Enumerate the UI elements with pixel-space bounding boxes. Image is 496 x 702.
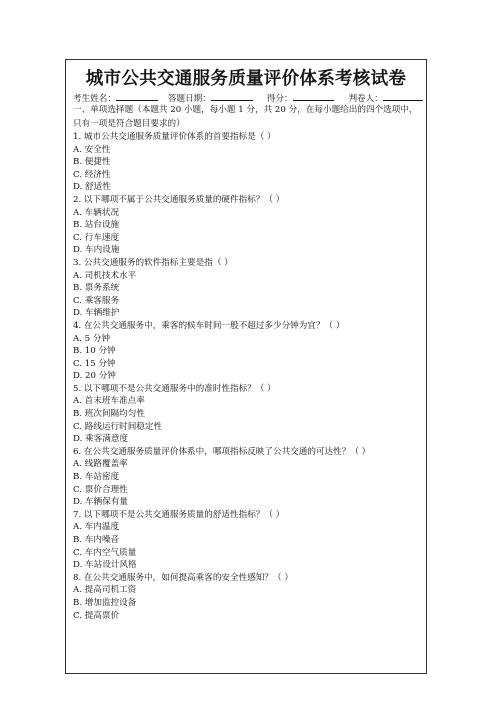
answer-option[interactable]: A. 车内温度 xyxy=(73,522,120,533)
name-blank[interactable] xyxy=(116,91,158,101)
answer-option[interactable]: D. 车辆保有量 xyxy=(73,497,129,508)
answer-option[interactable]: C. 乘客服务 xyxy=(73,295,120,306)
question-stem: 5. 以下哪项不是公共交通服务中的准时性指标？（ ） xyxy=(73,383,276,394)
question-list xyxy=(73,131,423,622)
question-stem: 4. 在公共交通服务中，乘客的候车时间一般不超过多少分钟为宜？（ ） xyxy=(73,320,345,331)
answer-option[interactable]: A. 司机技术水平 xyxy=(73,270,137,281)
answer-option[interactable]: B. 车内噪音 xyxy=(73,535,120,545)
grader-blank[interactable] xyxy=(383,91,423,101)
answer-option[interactable]: D. 车站设计风格 xyxy=(73,560,137,571)
question-stem: 6. 在公共交通服务质量评价体系中，哪项指标反映了公共交通的可达性？（ ） xyxy=(73,446,371,457)
answer-option[interactable]: C. 经济性 xyxy=(73,169,111,180)
answer-option[interactable]: D. 舒适性 xyxy=(73,182,111,193)
answer-option[interactable]: C. 票价合理性 xyxy=(73,484,128,495)
question-stem: 2. 以下哪项不属于公共交通服务质量的硬件指标？（ ） xyxy=(73,194,285,205)
answer-option[interactable]: A. 车辆状况 xyxy=(73,207,120,218)
answer-option[interactable]: B. 站台设施 xyxy=(73,220,120,231)
date-label: 答题日期： xyxy=(167,94,211,104)
answer-option[interactable]: C. 路线运行时间稳定性 xyxy=(73,421,163,432)
answer-option[interactable]: D. 20 分钟 xyxy=(73,371,116,382)
exam-info-row xyxy=(73,91,423,104)
answer-option[interactable]: A. 线路覆盖率 xyxy=(73,459,128,470)
answer-option[interactable]: B. 车站密度 xyxy=(73,472,120,483)
answer-option[interactable]: C. 车内空气质量 xyxy=(73,547,137,558)
exam-sheet xyxy=(65,59,427,674)
answer-option[interactable]: B. 便捷性 xyxy=(73,157,111,168)
answer-option[interactable]: C. 行车速度 xyxy=(73,232,120,243)
answer-option[interactable]: A. 提高司机工资 xyxy=(73,585,137,596)
page-title: 城市公共交通服务质量评价体系考核试卷 xyxy=(85,69,407,89)
score-blank[interactable] xyxy=(293,91,335,101)
name-label: 考生姓名： xyxy=(73,94,116,104)
section-heading: 一、单项选择题（本题共 20 小题，每小题 1 分，共 20 分，在每小题给出的四个选项中，只有一项是符合题目要求的） xyxy=(73,105,418,129)
question-stem: 8. 在公共交通服务中，如何提高乘客的安全性感知？（ ） xyxy=(73,572,293,583)
answer-option[interactable]: D. 车辆维护 xyxy=(73,308,120,319)
answer-option[interactable]: B. 班次间隔均匀性 xyxy=(73,409,145,420)
score-label: 得分： xyxy=(266,94,293,104)
date-blank[interactable] xyxy=(211,91,253,101)
grader-label: 判卷人： xyxy=(348,94,383,104)
answer-option[interactable]: B. 增加监控设备 xyxy=(73,597,137,608)
answer-option[interactable]: A. 5 分钟 xyxy=(73,333,111,344)
answer-option[interactable]: A. 安全性 xyxy=(73,144,111,155)
question-stem: 3. 公共交通服务的软件指标主要是指（ ） xyxy=(73,257,233,268)
answer-option[interactable]: C. 15 分钟 xyxy=(73,358,116,369)
question-stem: 7. 以下哪项不是公共交通服务质量的舒适性指标？（ ） xyxy=(73,509,285,520)
answer-option[interactable]: B. 10 分钟 xyxy=(73,346,116,357)
answer-option[interactable]: D. 乘客满意度 xyxy=(73,434,129,445)
answer-option[interactable]: B. 票务系统 xyxy=(73,283,120,294)
answer-option[interactable]: A. 首末班车准点率 xyxy=(73,396,145,407)
answer-option[interactable]: C. 提高票价 xyxy=(73,610,120,621)
answer-option[interactable]: D. 车内设施 xyxy=(73,245,120,256)
question-stem: 1. 城市公共交通服务质量评价体系的首要指标是（ ） xyxy=(73,132,276,142)
